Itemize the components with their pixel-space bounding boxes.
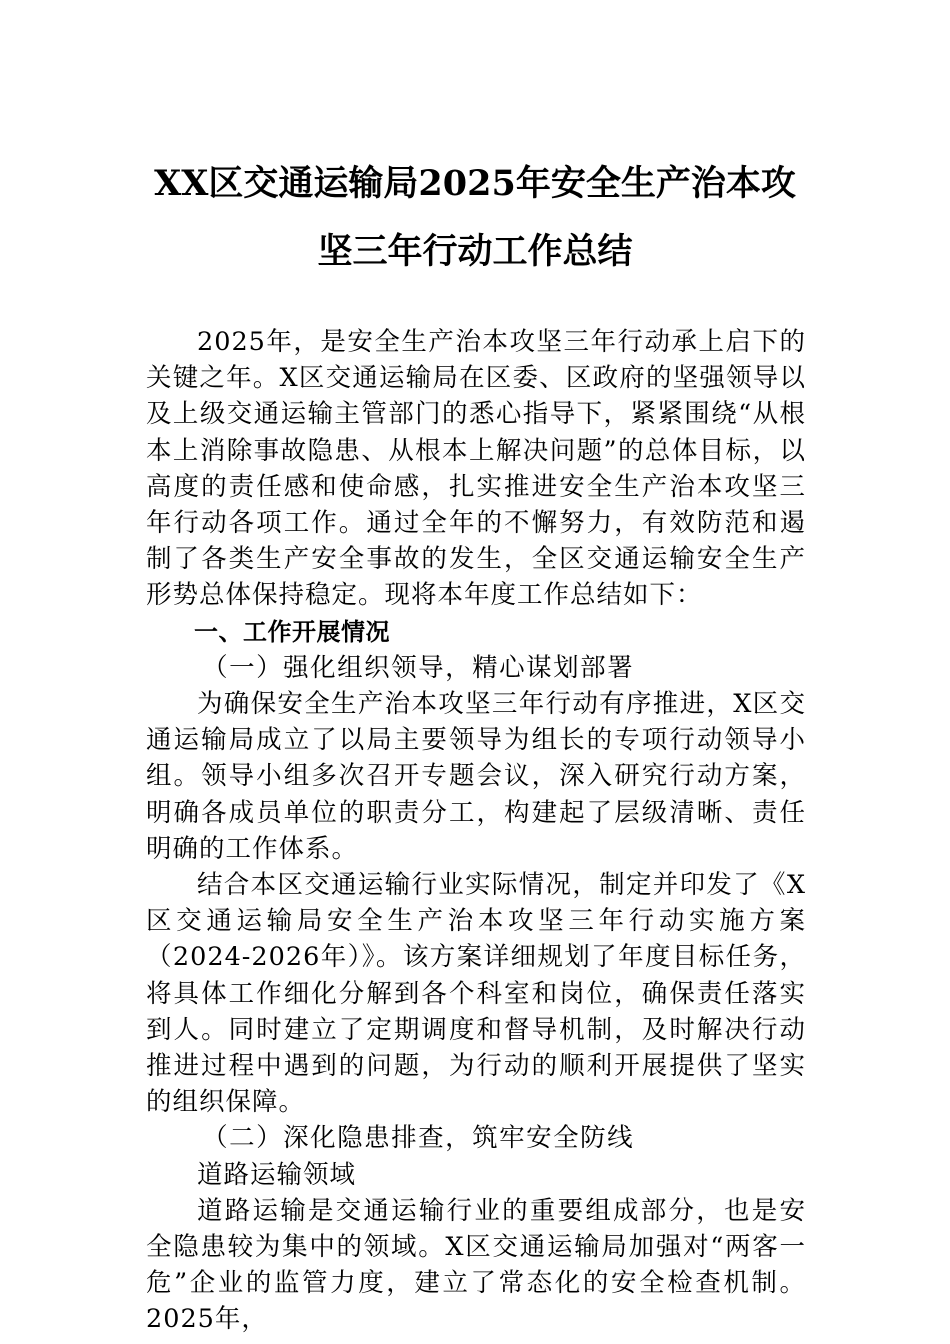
body-paragraph: 为确保安全生产治本攻坚三年行动有序推进，X区交通运输局成立了以局主要领导为组长的专项行动领导小组。领导小组多次召开专题会议，深入研究行动方案，明确各成员单位的职责分工，构建起了层级清晰、责任明确的工作体系。 (146, 689, 806, 864)
subsection-heading: （二）深化隐患排查，筑牢安全防线 (202, 1123, 635, 1154)
document-title-line-1: XX区交通运输局2025年安全生产治本攻 (154, 163, 796, 204)
subsection-heading: （一）强化组织领导，精心谋划部署 (202, 652, 635, 683)
body-paragraph: 道路运输是交通运输行业的重要组成部分，也是安全隐患较为集中的领域。X区交通运输局加强对“两客一危”企业的监管力度，建立了常态化的安全检查机制。2025年， (146, 1195, 806, 1335)
section-heading: 一、工作开展情况 (194, 617, 390, 646)
intro-paragraph: 2025年，是安全生产治本攻坚三年行动承上启下的关键之年。X区交通运输局在区委、区政府的坚强领导以及上级交通运输主管部门的悉心指导下，紧紧围绕“从根本上消除事故隐患、从根本上解决问题”的总体目标，以高度的责任感和使命感，扎实推进安全生产治本攻坚三年行动各项工作。通过全年的不懈努力，有效防范和遏制了各类生产安全事故的发生，全区交通运输安全生产形势总体保持稳定。现将本年度工作总结如下： (146, 327, 806, 611)
topic-heading: 道路运输领域 (197, 1159, 357, 1190)
body-paragraph: 结合本区交通运输行业实际情况，制定并印发了《X区交通运输局安全生产治本攻坚三年行动实施方案（2024-2026年）》。该方案详细规划了年度目标任务，将具体工作细化分解到各个科室和岗位，确保责任落实到人。同时建立了定期调度和督导机制，及时解决行动推进过程中遇到的问题，为行动的顺利开展提供了坚实的组织保障。 (146, 870, 806, 1118)
document-body (146, 324, 806, 1338)
document-title-line-2: 坚三年行动工作总结 (317, 231, 633, 272)
